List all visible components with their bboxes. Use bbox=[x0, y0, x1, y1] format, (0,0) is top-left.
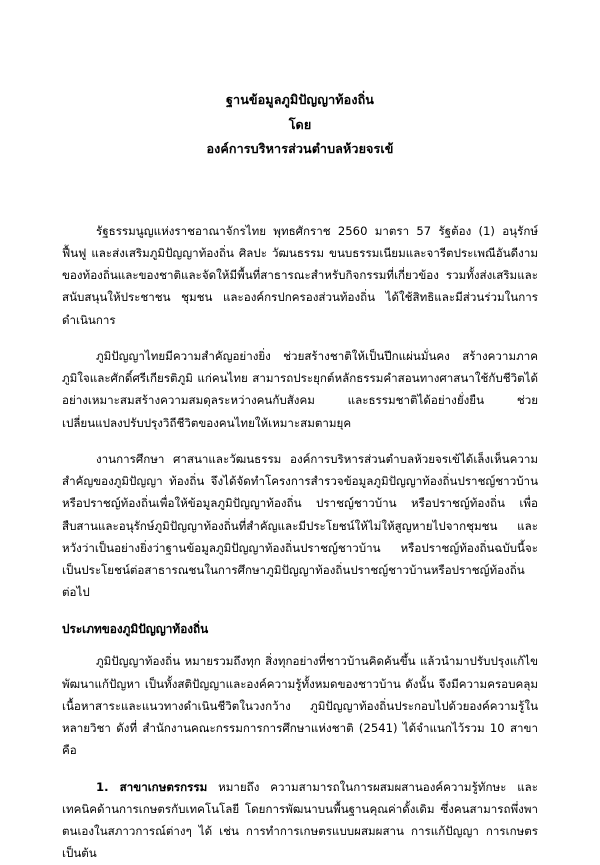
paragraph-constitution: รัฐธรรมนูญแห่งราชอาณาจักรไทย พุทธศักราช 2560 มาตรา 57 รัฐต้อง (1) อนุรักษ์ ฟื้นฟู และส่งเสริมภูมิปัญญาท้องถิ่น ศิลปะ วัฒนธรรม ขนบธรรมเนียมและจารีตประเพณีอันดีงามของท้องถิ่นและของชาติและจัดให้มีพื้นที่สาธารณะสำหรับกิจกรรมที่เกี่ยวข้อง รวมทั้งส่งเสริมและสนับสนุนให้ประชาชน ชุมชน และองค์กรปกครองส่วนท้องถิ่น ได้ใช้สิทธิและมีส่วนร่วมในการดำเนินการ bbox=[62, 223, 538, 327]
title-line-1: ฐานข้อมูลภูมิปัญญาท้องถิ่น bbox=[226, 92, 374, 107]
document-title-block bbox=[62, 88, 538, 162]
paragraph-definition: ภูมิปัญญาท้องถิ่น หมายรวมถึงทุก สิ่งทุกอย่างที่ชาวบ้านคิดค้นขึ้น แล้วนำมาปรับปรุงแก้ไขพัฒนาแก้ปัญหา เป็นทั้งสติปัญญาและองค์ความรู้ทั้งหมดของชาวบ้าน ดังนั้น จึงมีความครอบคลุมเนื้อหาสาระและแนวทางดำเนินชีวิตในวงกว้าง ภูมิปัญญาท้องถิ่นประกอบไปด้วยองค์ความรู้ในหลายวิชา ดังที่ สำนักงานคณะกรรมการการศึกษาแห่งชาติ (2541) ได้จำแนกไว้รวม 10 สาขา คือ bbox=[62, 654, 538, 758]
paragraph-project: งานการศึกษา ศาสนาและวัฒนธรรม องค์การบริหารส่วนตำบลห้วยจรเข้ได้เล็งเห็นความสำคัญของภูมิปัญญา ท้องถิ่น จึงได้จัดทำโครงการสำรวจข้อมูลภูมิปัญญาท้องถิ่นปราชญ์ชาวบ้าน หรือปราชญ์ท้องถิ่นเพื่อให้ข้อมูลภูมิปัญญาท้องถิ่น ปราชญ์ชาวบ้าน หรือปราชญ์ท้องถิ่น เพื่อสืบสานและอนุรักษ์ภูมิปัญญาท้องถิ่นที่สำคัญและมีประโยชน์ให้ไม่ให้สูญหายไปจากชุมชน และหวังว่าเป็นอย่างยิ่งว่าฐานข้อมูลภูมิปัญญาท้องถิ่นปราชญ์ชาวบ้าน หรือปราชญ์ท้องถิ่นฉบับนี้จะเป็นประโยชน์ต่อสาธารณชนในการศึกษาภูมิปัญญาท้องถิ่นปราชญ์ชาวบ้านหรือปราชญ์ท้องถิ่นต่อไป bbox=[62, 451, 538, 600]
list-item-agriculture-text: หมายถึง ความสามารถในการผสมผสานองค์ความรู้ทักษะ และเทคนิคด้านการเกษตรกับเทคโนโลยี โดยการพัฒนาบนพื้นฐานคุณค่าดั้งเดิม ซึ่งคนสามารถพึ่งพาตนเองในสภาวการณ์ต่างๆ ได้ เช่น การทำการเกษตรแบบผสมผสาน การแก้ปัญญา การเกษตรเป็นต้น bbox=[62, 779, 539, 861]
title-line-2: โดย bbox=[288, 116, 312, 132]
title-line-3: องค์การบริหารส่วนตำบลห้วยจรเข้ bbox=[206, 141, 394, 157]
section-heading-types: ประเภทของภูมิปัญญาท้องถิ่น bbox=[62, 621, 209, 636]
list-item-agriculture-label: 1. สาขาเกษตรกรรม bbox=[96, 779, 208, 794]
list-item-agriculture bbox=[62, 776, 538, 865]
paragraph-importance: ภูมิปัญญาไทยมีความสำคัญอย่างยิ่ง ช่วยสร้างชาติให้เป็นปึกแผ่นมั่นคง สร้างความภาคภูมิใจและศักดิ์ศรีเกียรติภูมิ แก่คนไทย สามารถประยุกต์หลักธรรมคำสอนทางศาสนาใช้กับชีวิตได้อย่างเหมาะสมสร้างความสมดุลระหว่างคนกับสังคม และธรรมชาติได้อย่างยั่งยืน ช่วยเปลี่ยนแปลงปรับปรุงวิถีชีวิตของคนไทยให้เหมาะสมตามยุค bbox=[62, 348, 538, 430]
